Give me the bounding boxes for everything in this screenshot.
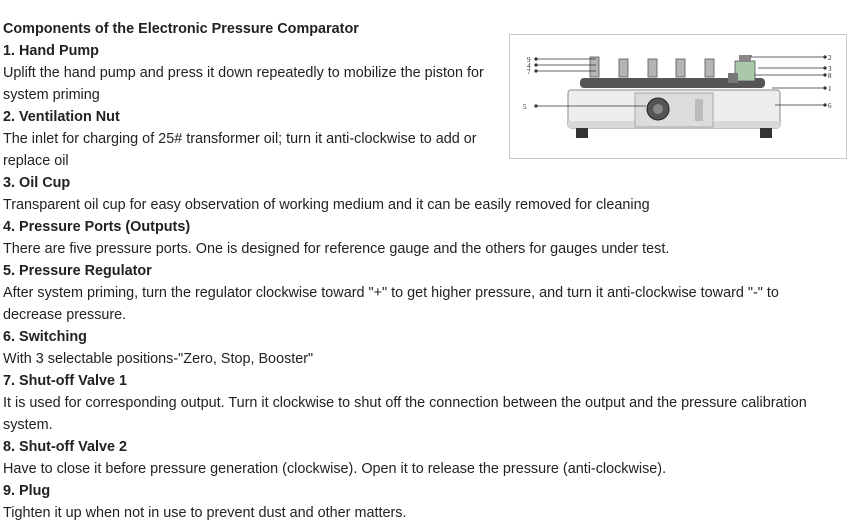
component-text-pressure-regulator: After system priming, turn the regulator clockwise toward "+" to get higher pressure, and turn it anti-clockwise toward "-" to decrease pressure. (3, 285, 779, 323)
component-text-shut-off-valve-1: It is used for corresponding output. Turn it clockwise to shut off the connection between the output and the pressure calibration system. (3, 395, 807, 433)
comparator-illustration (510, 35, 846, 158)
component-text-switching: With 3 selectable positions-"Zero, Stop, Booster" (3, 351, 314, 367)
component-text-oil-cup: Transparent oil cup for easy observation of working medium and it can be easily removed for cleaning (3, 197, 650, 213)
component-heading-ventilation-nut: 2. Ventilation Nut (3, 109, 120, 125)
page-title: Components of the Electronic Pressure Comparator (3, 21, 359, 37)
component-heading-shut-off-valve-1: 7. Shut-off Valve 1 (3, 373, 127, 389)
component-heading-shut-off-valve-2: 8. Shut-off Valve 2 (3, 439, 127, 455)
component-heading-switching: 6. Switching (3, 329, 87, 345)
component-text-pressure-ports: There are five pressure ports. One is designed for reference gauge and the others for gauges under test. (3, 241, 670, 257)
figure-label-6: 6 (828, 102, 832, 110)
figure-label-4: 4 (527, 62, 531, 70)
comparator-diagram (509, 34, 847, 159)
component-text-ventilation-nut: The inlet for charging of 25# transformer oil; turn it anti-clockwise to add or replace oil (3, 131, 477, 169)
component-heading-pressure-regulator: 5. Pressure Regulator (3, 263, 152, 279)
figure-label-9: 9 (527, 56, 531, 64)
figure-label-5: 5 (523, 103, 527, 111)
component-text-hand-pump: Uplift the hand pump and press it down repeatedly to mobilize the piston for system priming (3, 65, 484, 103)
component-heading-oil-cup: 3. Oil Cup (3, 175, 71, 191)
component-text-shut-off-valve-2: Have to close it before pressure generation (clockwise). Open it to release the pressure (anti-clockwise). (3, 461, 667, 477)
figure-label-8: 8 (828, 72, 832, 80)
component-heading-plug: 9. Plug (3, 483, 51, 499)
figure-label-3: 3 (828, 65, 832, 73)
component-heading-pressure-ports: 4. Pressure Ports (Outputs) (3, 219, 191, 235)
component-heading-hand-pump: 1. Hand Pump (3, 43, 99, 59)
component-text-plug: Tighten it up when not in use to prevent dust and other matters. (3, 505, 407, 521)
figure-label-7: 7 (527, 68, 531, 76)
figure-label-1: 1 (828, 85, 832, 93)
figure-label-2: 2 (828, 54, 832, 62)
